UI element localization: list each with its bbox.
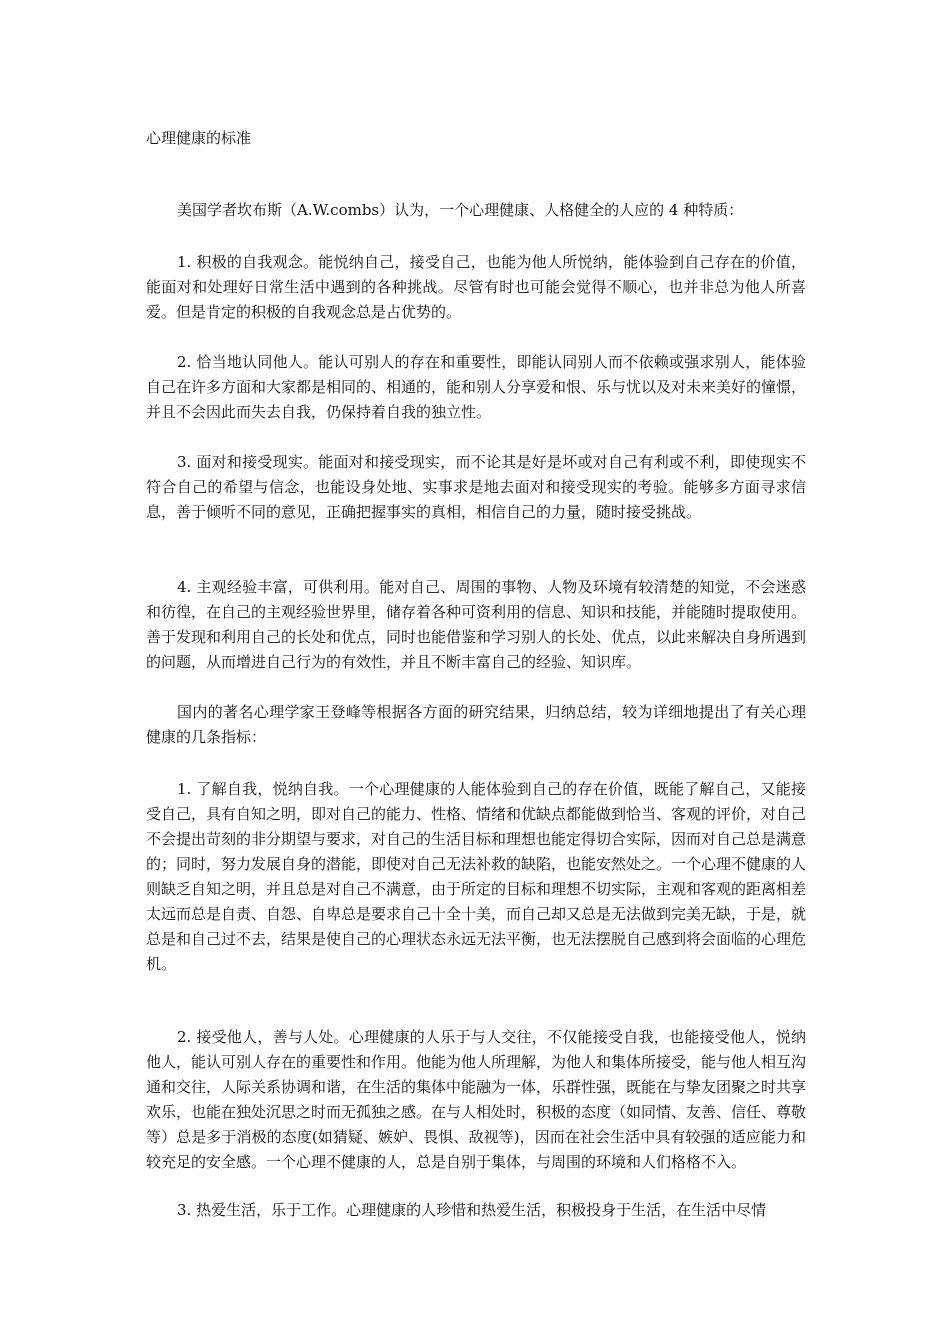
indicator-3-paragraph: 3. 热爱生活，乐于工作。心理健康的人珍惜和热爱生活，积极投身于生活，在生活中尽情 xyxy=(177,1201,767,1219)
trait-1-paragraph: 1. 积极的自我观念。能悦纳自己，接受自己，也能为他人所悦纳，能体验到自己存在的价值，能面对和处理好日常生活中遇到的各种挑战。尽管有时也可能会觉得不顺心，也并非总为他人所喜爱。但是肯定的积极的自我观念总是占优势的。 xyxy=(146,253,806,321)
indicator-1-paragraph: 1. 了解自我，悦纳自我。一个心理健康的人能体验到自己的存在价值，既能了解自己，又能接受自己，具有自知之明，即对自己的能力、性格、情绪和优缺点都能做到恰当、客观的评价，对自己不会提出苛刻的非分期望与要求，对自己的生活目标和理想也能定得切合实际，因而对自己总是满意的；同时，努力发展自身的潜能，即使对自己无法补救的缺陷，也能安然处之。一个心理不健康的人则缺乏自知之明，并且总是对自己不满意，由于所定的目标和理想不切实际，主观和客观的距离相差太远而总是自责、自怨、自卑总是要求自己十全十美，而自己却又总是无法做到完美无缺，于是，就总是和自己过不去，结果是使自己的心理状态永远无法平衡，也无法摆脱自己感到将会面临的心理危机。 xyxy=(146,780,807,973)
trait-2-paragraph: 2. 恰当地认同他人。能认可别人的存在和重要性，即能认同别人而不依赖或强求别人，能体验自己在许多方面和大家都是相同的、相通的，能和别人分享爱和恨、乐与忧以及对未来美好的憧憬，并且不会因此而失去自我，仍保持着自我的独立性。 xyxy=(146,353,807,421)
trait-3-paragraph: 3. 面对和接受现实。能面对和接受现实，而不论其是好是坏或对自己有利或不利，即使现实不符合自己的希望与信念，也能设身处地、实事求是地去面对和接受现实的考验。能够多方面寻求信息，善于倾听不同的意见，正确把握事实的真相，相信自己的力量，随时接受挑战。 xyxy=(146,453,806,521)
document-title: 心理健康的标准 xyxy=(146,129,252,147)
indicator-2-paragraph: 2. 接受他人，善与人处。心理健康的人乐于与人交往，不仅能接受自我，也能接受他人，悦纳他人，能认可别人存在的重要性和作用。他能为他人所理解，为他人和集体所接受，能与他人相互沟通和交往，人际关系协调和谐，在生活的集体中能融为一体，乐群性强，既能在与挚友团聚之时共享欢乐，也能在独处沉思之时而无孤独之感。在与人相处时，积极的态度（如同情、友善、信任、尊敬等）总是多于消极的态度(如猜疑、嫉妒、畏惧、敌视等)，因而在社会生活中具有较强的适应能力和较充足的安全感。一个心理不健康的人，总是自别于集体，与周围的环境和人们格格不入。 xyxy=(146,1028,807,1171)
trait-4-paragraph: 4. 主观经验丰富，可供利用。能对自己、周围的事物、人物及环境有较清楚的知觉，不会迷惑和彷徨，在自己的主观经验世界里，储存着各种可资利用的信息、知识和技能，并能随时提取使用。善于发现和利用自己的长处和优点，同时也能借鉴和学习别人的长处、优点，以此来解决自身所遇到的问题，从而增进自己行为的有效性，并且不断丰富自己的经验、知识库。 xyxy=(146,578,807,671)
intro-paragraph-wang: 国内的著名心理学家王登峰等根据各方面的研究结果，归纳总结，较为详细地提出了有关心理健康的几条指标： xyxy=(146,703,806,746)
intro-paragraph-combs: 美国学者坎布斯（A.W.combs）认为，一个心理健康、人格健全的人应的 4 种特质： xyxy=(177,201,744,219)
document-page xyxy=(146,0,806,1344)
